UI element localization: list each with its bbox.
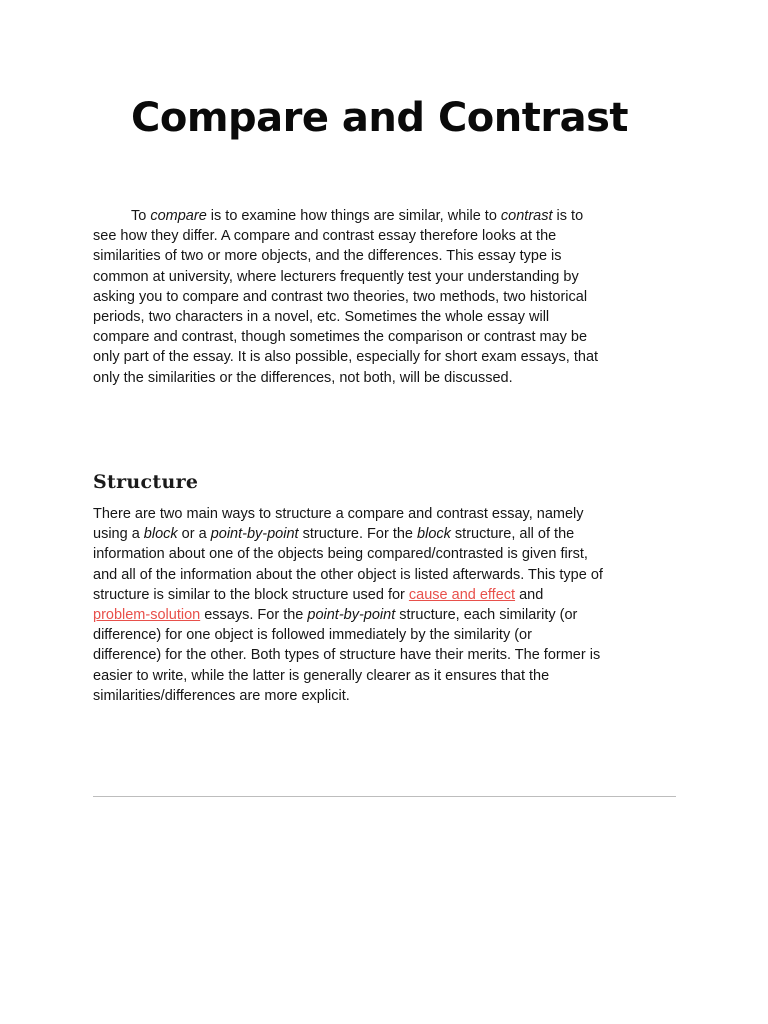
structure-emphasis-point-by-point: point-by-point [210, 526, 299, 543]
structure-emphasis-block: block [143, 526, 178, 543]
structure-text-1: There are two main ways to structure a compare and contrast essay, namely using a [93, 506, 584, 543]
structure-text-7: structure, each similarity (or difference) for one object is followed immediately by the similarity (or difference) for the other. Both types of structure have their merits. The former is easier to write, while the latter is generally clearer as it ensures that the similarities/differences are more explicit. [93, 607, 601, 704]
structure-emphasis-point-by-point-2: point-by-point [307, 607, 396, 624]
structure-emphasis-block-2: block [417, 526, 451, 543]
intro-emphasis-compare: compare [150, 208, 207, 224]
section-heading-structure: Structure [93, 471, 199, 493]
structure-text-3: structure. For the [298, 526, 418, 543]
structure-text-2: or a [177, 526, 211, 543]
structure-text-5: and [515, 586, 544, 603]
horizontal-divider [93, 796, 676, 797]
intro-text-1: To [131, 208, 151, 224]
structure-text-4: structure, all of the information about one of the objects being compared/contrasted is given first, and all of the information about the other object is listed afterwards. This type of structure is similar to the block structure used for [93, 526, 603, 603]
cause-and-effect-link[interactable]: cause and effect [408, 586, 516, 603]
problem-solution-link[interactable]: problem-solution [93, 607, 201, 624]
intro-emphasis-contrast: contrast [500, 208, 553, 224]
intro-text-3: is to see how they differ. A compare and contrast essay therefore looks at the similarities of two or more objects, and the differences. This essay type is common at university, where lecturers frequently test your understanding by asking you to compare and contrast two theories, two methods, two historical periods, two characters in a novel, etc. Sometimes the whole essay will compare and contrast, though sometimes the comparison or contrast may be only part of the essay. It is also possible, especially for short exam essays, that only the similarities or the differences, not both, will be discussed. [93, 208, 599, 386]
structure-text-6: essays. For the [200, 607, 308, 624]
structure-paragraph [93, 504, 603, 706]
page-title: Compare and Contrast [131, 95, 629, 141]
intro-text-2: is to examine how things are similar, while to [206, 208, 501, 224]
intro-paragraph [93, 206, 603, 388]
